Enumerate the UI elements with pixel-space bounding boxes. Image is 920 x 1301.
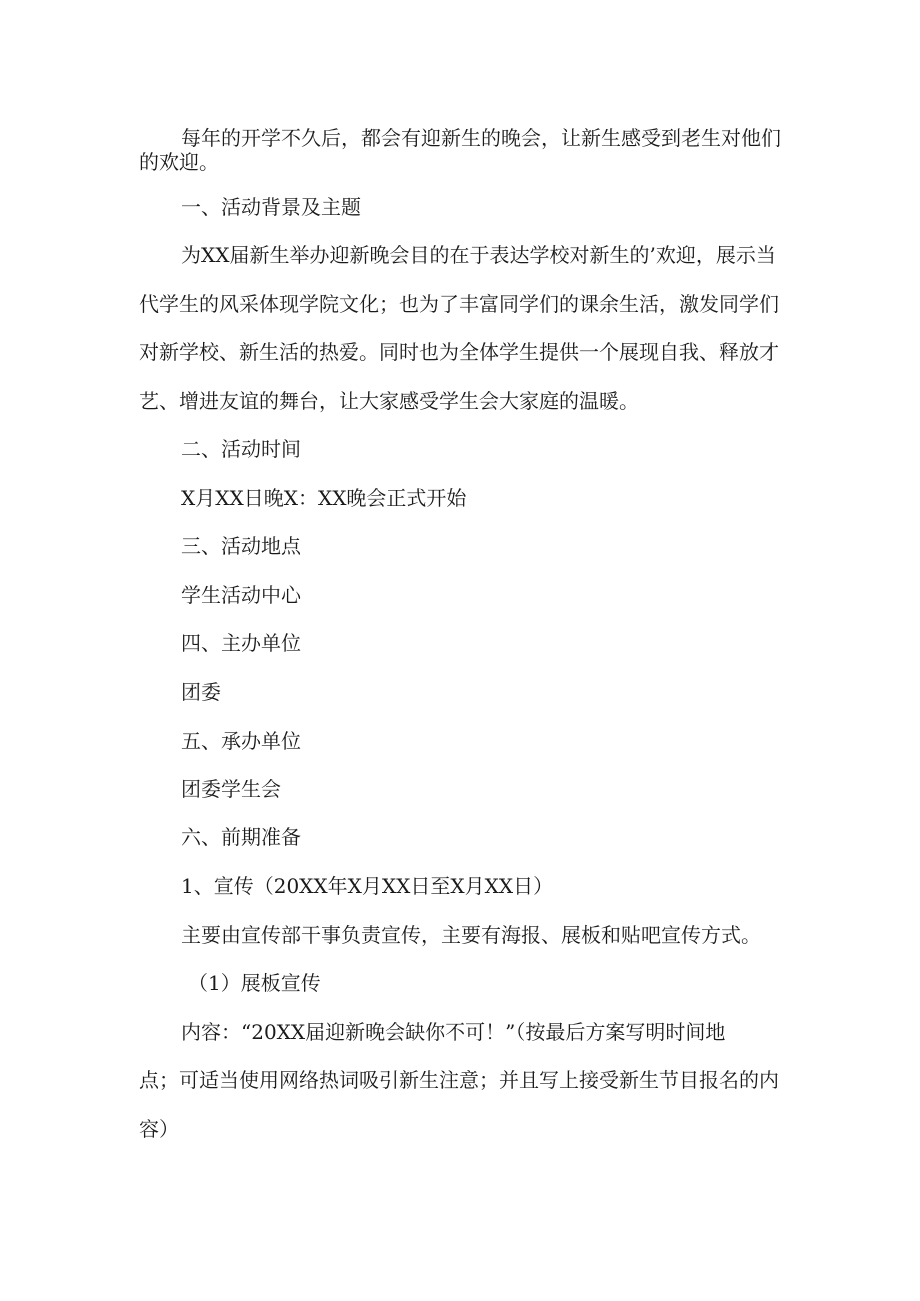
paragraph-content-line-1: 内容：“20XX届迎新晚会缺你不可！”（按最后方案写明时间地 <box>181 1020 726 1044</box>
section-heading-background-theme: 一、活动背景及主题 <box>181 195 361 219</box>
section-heading-undertaker: 五、承办单位 <box>181 729 301 753</box>
paragraph-organizer: 团委 <box>181 680 221 704</box>
paragraph-publicity: 主要由宣传部干事负责宣传，主要有海报、展板和贴吧宣传方式。 <box>181 923 761 947</box>
paragraph-background-line-4: 艺、增进友谊的舞台，让大家感受学生会大家庭的温暖。 <box>139 389 639 413</box>
paragraph-background-line-3: 对新学校、新生活的热爱。同时也为全体学生提供一个展现自我、释放才 <box>139 340 779 364</box>
paragraph-location: 学生活动中心 <box>181 583 301 607</box>
paragraph-time: X月XX日晚X：XX晚会正式开始 <box>181 486 467 510</box>
section-heading-location: 三、活动地点 <box>181 534 301 558</box>
paragraph-intro-line-1: 每年的开学不久后，都会有迎新生的晚会，让新生感受到老生对他们 <box>181 126 781 150</box>
paragraph-content-line-2: 点；可适当使用网络热词吸引新生注意；并且写上接受新生节目报名的内 <box>139 1068 779 1092</box>
subheading-publicity: 1、宣传（20XX年X月XX日至X月XX日） <box>181 874 554 898</box>
subheading-board-publicity: （1）展板宣传 <box>188 971 321 995</box>
paragraph-intro-line-2: 的欢迎。 <box>139 150 219 174</box>
paragraph-background-line-1: 为XX届新生举办迎新晚会目的在于表达学校对新生的’欢迎，展示当 <box>181 243 776 267</box>
section-heading-preparation: 六、前期准备 <box>181 825 301 849</box>
paragraph-content-line-3: 容） <box>139 1117 179 1141</box>
paragraph-background-line-2: 代学生的风采体现学院文化；也为了丰富同学们的课余生活，激发同学们 <box>139 292 779 316</box>
section-heading-organizer: 四、主办单位 <box>181 631 301 655</box>
section-heading-time: 二、活动时间 <box>181 437 301 461</box>
paragraph-undertaker: 团委学生会 <box>181 777 281 801</box>
